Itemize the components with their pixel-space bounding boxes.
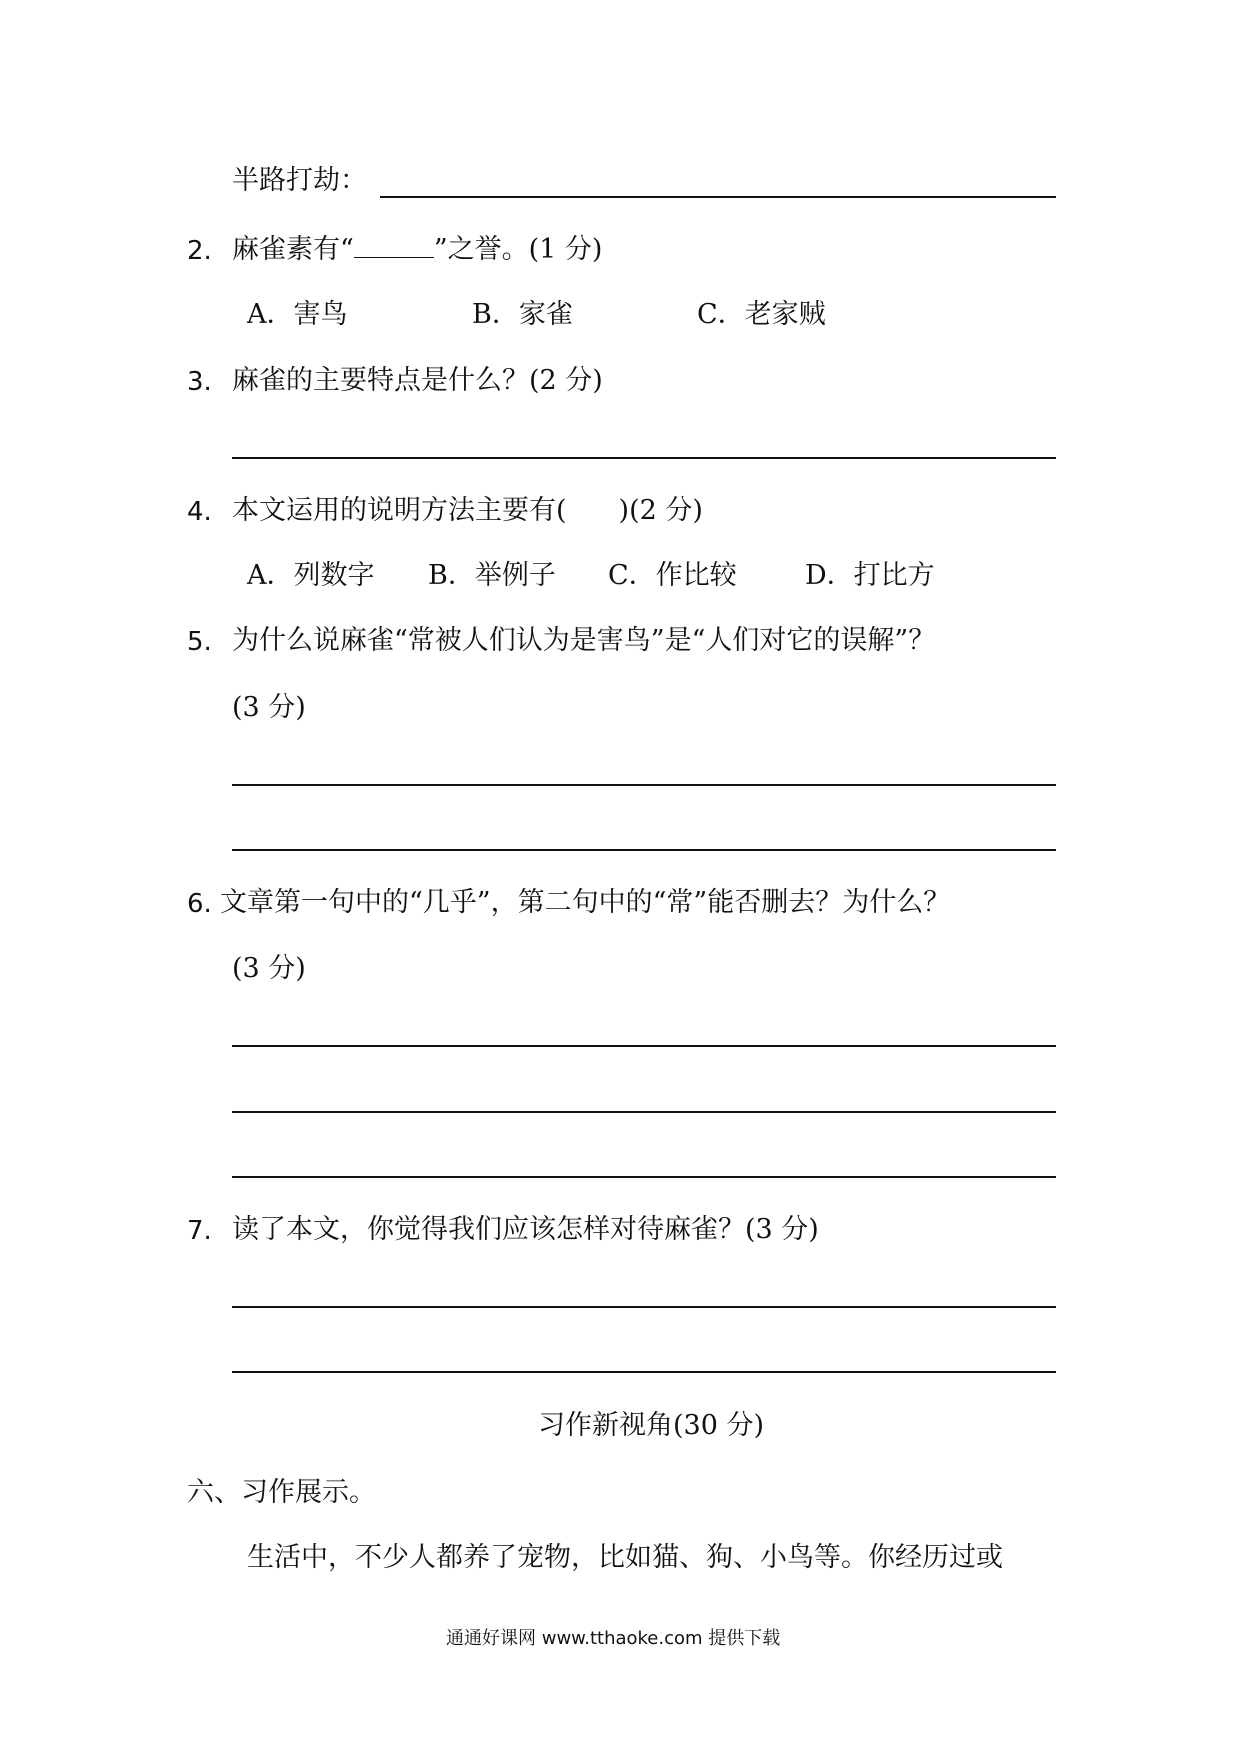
option-d: D．打比方 <box>805 560 935 591</box>
answer-line <box>232 457 1056 459</box>
question-number: 2. <box>187 236 212 266</box>
question-text-after: )(2 分) <box>618 495 703 526</box>
question-2-text <box>232 232 602 268</box>
option-a: A．列数字 <box>247 560 375 591</box>
answer-line <box>232 1176 1056 1178</box>
question-number: 6. <box>187 889 212 919</box>
question-number: 5. <box>187 627 212 657</box>
question-number: 7. <box>187 1216 212 1246</box>
answer-line <box>232 849 1056 851</box>
question-6-text: 文章第一句中的“几乎”，第二句中的“常”能否删去？为什么？ <box>220 887 951 918</box>
question-7-text: 读了本文，你觉得我们应该怎样对待麻雀？(3 分) <box>232 1214 819 1245</box>
question-score: (3 分) <box>232 692 306 723</box>
option-c: C．作比较 <box>608 560 737 591</box>
question-text-after: ”之誉。(1 分) <box>433 234 603 265</box>
q1-item-label: 半路打劫： <box>232 165 367 196</box>
question-4-text <box>232 493 703 529</box>
part-six-paragraph: 生活中，不少人都养了宠物，比如猫、狗、小鸟等。你经历过或 <box>247 1542 1003 1573</box>
question-text-before: 麻雀素有“ <box>232 234 354 265</box>
section-heading: 习作新视角(30 分) <box>538 1410 765 1441</box>
answer-line <box>232 1111 1056 1113</box>
part-six-title: 六、习作展示。 <box>187 1477 376 1508</box>
answer-line <box>232 784 1056 786</box>
answer-line <box>232 1045 1056 1047</box>
page-footer: 通通好课网 www.tthaoke.com 提供下载 <box>446 1628 781 1649</box>
question-number: 3. <box>187 367 212 397</box>
option-b: B．举例子 <box>428 560 556 591</box>
question-score: (3 分) <box>232 953 306 984</box>
option-c: C．老家贼 <box>697 299 826 330</box>
question-5-text: 为什么说麻雀“常被人们认为是害鸟”是“人们对它的误解”？ <box>232 625 936 656</box>
answer-line <box>232 1371 1056 1373</box>
option-a: A．害鸟 <box>247 299 348 330</box>
question-text-before: 本文运用的说明方法主要有( <box>232 495 567 526</box>
fill-blank <box>354 235 434 258</box>
option-b: B．家雀 <box>472 299 573 330</box>
answer-line <box>232 1306 1056 1308</box>
question-number: 4. <box>187 497 212 527</box>
answer-line <box>380 196 1056 198</box>
question-3-text: 麻雀的主要特点是什么？(2 分) <box>232 365 603 396</box>
